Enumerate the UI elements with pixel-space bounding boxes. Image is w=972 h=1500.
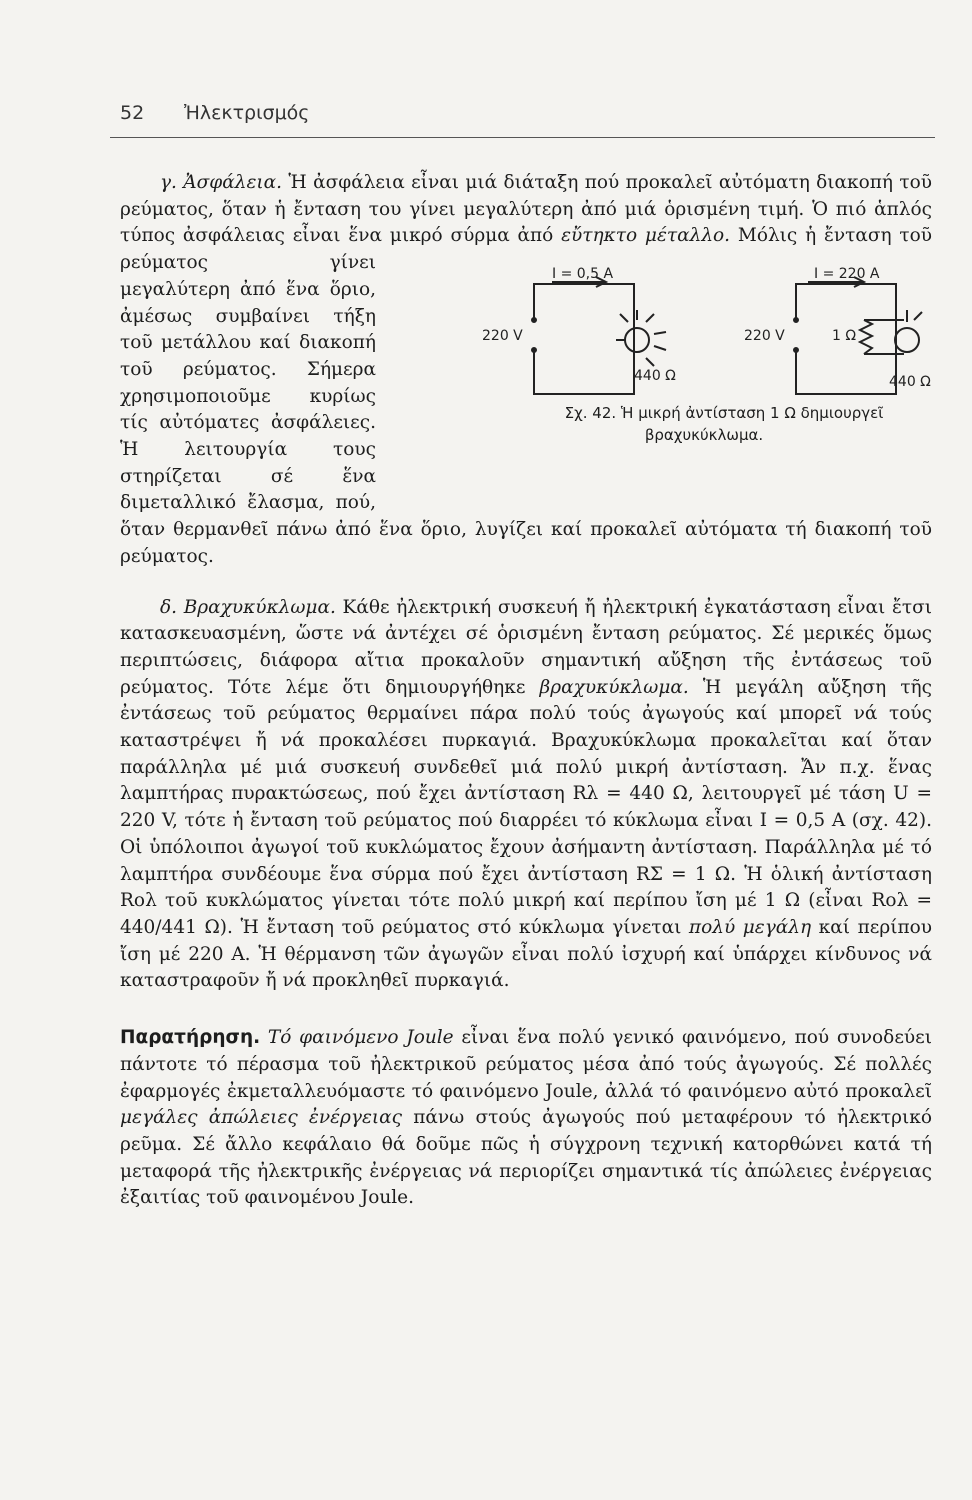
note-text-2: εἶναι ἕνα πολύ γενικό φαινόμενο, πού συνοδεύει πάντοτε τό πέρασμα τοῦ ἠλεκτρικοῦ ρεύματος μέσα ἀπό τούς ἀγωγούς. Σέ πολλές ἐφαρμογές ἐκμεταλλευόμαστε τό φαινόμενο Joule, ἀλλά τό φαινόμενο αὐτό προκαλεῖ: [120, 1027, 932, 1102]
short-text-1: Κάθε ἠλεκτρική συσκευή ἤ ἠλεκτρική ἐγκατάσταση εἶναι ἔτσι κατασκευασμένη, ὥστε νά ἀντέχει σέ ὁρισμένη ἔνταση ρεύματος. Σέ μερικές ὅμως περιπτώσεις, διάφορα αἴτια προκαλοῦν σημαντική αὔξηση τῆς ἐντάσεως τοῦ ρεύματος. Τότε λέμε ὅτι δημιουργήθηκε: [120, 596, 932, 698]
left-voltage-label: 220 V: [482, 328, 523, 345]
page-header: [120, 102, 930, 124]
note-text-1: [260, 1027, 268, 1048]
short-text-3: καί περίπου ἴση μέ 220 A. Ἡ θέρμανση τῶν ἀγωγῶν εἶναι πολύ ἰσχυρή καί ὑπάρχει κίνδυνος νά καταστραφοῦν ἤ νά προκληθεῖ πυρκαγιά.: [120, 916, 932, 992]
right-current-label: I = 220 A: [814, 266, 880, 283]
section-short-circuit-label: δ. Βραχυκύκλωμα.: [160, 596, 336, 618]
fuse-text-2: Μόλις ἡ ἔνταση τοῦ ρεύματος γίνει μεγαλύτερη ἀπό ἕνα ὅριο, ἀμέσως συμβαίνει τήξη τοῦ μετάλλου καί διακοπή τοῦ ρεύματος. Σήμερα χρησιμοποιοῦμε κυρίως τίς αὐτόματες ἀσφάλειες. Ἡ λειτουργία τους στηρίζεται σέ ἕνα διμεταλλικό ἔλασμα, πού, ὅταν θερμανθεῖ πάνω ἀπό ἕνα ὅριο, λυγίζει καί προκαλεῖ αὐτόματα τή διακοπή τοῦ ρεύματος.: [120, 225, 933, 567]
note-label: Παρατήρηση.: [120, 1027, 261, 1049]
circuit-diagrams: [384, 262, 932, 508]
running-title: Ἠλεκτρισμός: [184, 102, 310, 124]
right-voltage-label: 220 V: [744, 328, 785, 345]
page-body: [120, 170, 932, 1212]
section-fuse-label: γ. Ἀσφάλεια.: [160, 172, 283, 193]
section-fuse-paragraph: [120, 170, 932, 571]
right-resistor-label: 1 Ω: [832, 328, 857, 345]
left-lamp-label: 440 Ω: [634, 368, 676, 385]
figure-42: [384, 262, 932, 508]
note-italic-2: μεγάλες ἀπώλειες ἐνέργειας: [120, 1107, 402, 1129]
short-text-2: Ἡ μεγάλη αὔξηση τῆς ἐντάσεως τοῦ ρεύματος θερμαίνει πάρα πολύ τούς ἀγωγούς καί μπορεῖ νά τούς καταστρέψει ἤ νά προκαλέσει πυρκαγιά. Βραχυκύκλωμα προκαλεῖται καί ὅταν παράλληλα μέ μιά συσκευή συνδεθεῖ μιά πολύ μικρή ἀντίσταση. Ἄν π.χ. ἕνας λαμπτήρας πυρακτώσεως, πού ἔχει ἀντίσταση Rλ = 440 Ω, λειτουργεῖ μέ τάση U = 220 V, τότε ἡ ἔνταση τοῦ ρεύματος πού διαρρέει τό κύκλωμα εἶναι I = 0,5 A (σχ. 42). Οἱ ὑπόλοιποι ἀγωγοί τοῦ κυκλώματος ἔχουν ἀσήμαντη ἀντίσταση. Παράλληλα μέ τό λαμπτήρα συνδέουμε ἕνα σύρμα πού ἔχει ἀντίσταση RΣ = 1 Ω. Ἡ ὁλική ἀντίσταση Rολ τοῦ κυκλώματος γίνεται τότε πολύ μικρή καί περίπου ἴση μέ 1 Ω (εἶναι Rολ = 440/441 Ω). Ἡ ἔνταση τοῦ ρεύματος στό κύκλωμα γίνεται: [120, 676, 932, 938]
left-current-label: I = 0,5 A: [552, 266, 614, 283]
note-italic-1: Τό φαινόμενο Joule: [267, 1027, 454, 1049]
note-text-3: πάνω στούς ἀγωγούς πού μεταφέρουν τό ἠλεκτρικό ρεῦμα. Σέ ἄλλο κεφάλαιο θά δοῦμε πῶς ἡ σύγχρονη τεχνική κατορθώνει κατά τή μεταφορά τῆς ἠλεκτρικῆς ἐνέργειας νά περιορίζει σημαντικά τίς ἀπώλειες ἐνέργειας ἐξαιτίας τοῦ φαινομένου Joule.: [120, 1107, 932, 1209]
short-italic-1: βραχυκύκλωμα.: [539, 676, 689, 698]
section-short-circuit-paragraph: [120, 595, 932, 996]
fuse-text-1: Ἡ ἀσφάλεια εἶναι μιά διάταξη πού προκαλεῖ αὐτόματη διακοπή τοῦ ρεύματος, ὅταν ἡ ἔνταση του γίνει μεγαλύτερη ἀπό μιά ὁρισμένη τιμή. Ὁ πιό ἁπλός τύπος ἀσφάλειας εἶναι ἕνα μικρό σύρμα ἀπό: [120, 172, 932, 247]
figure-caption: Σχ. 42. Ἡ μικρή ἀντίσταση 1 Ω δημιουργεῖ βραχυκύκλωμα.: [564, 404, 884, 445]
note-paragraph: [120, 1025, 932, 1212]
fuse-italic-metal: εὔτηκτο μέταλλο.: [561, 225, 731, 247]
short-italic-2: πολύ μεγάλη: [688, 916, 812, 938]
page-number: 52: [120, 102, 145, 124]
header-rule: [110, 137, 935, 138]
right-lamp-label: 440 Ω: [889, 374, 931, 391]
